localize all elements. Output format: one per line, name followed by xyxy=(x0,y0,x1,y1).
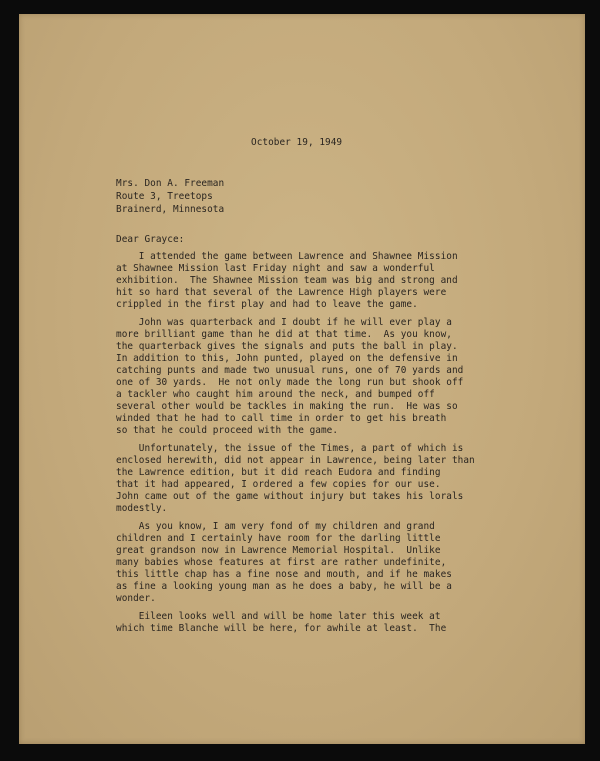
paragraph-5-line: which time Blanche will be here, for awhile at least. The xyxy=(116,623,447,634)
letter-date: October 19, 1949 xyxy=(251,137,343,148)
paragraph-2-line: several other would be tackles in making the run. He was so xyxy=(116,401,458,412)
paragraph-4-line: As you know, I am very fond of my children and grand xyxy=(116,521,435,532)
paragraph-4-line: children and I certainly have room for the darling little xyxy=(116,533,441,544)
paragraph-4-line: this little chap has a fine nose and mouth, and if he makes xyxy=(116,569,452,580)
paragraph-3-line: modestly. xyxy=(116,503,168,514)
recipient-city: Brainerd, Minnesota xyxy=(116,204,225,215)
paragraph-4-line: great grandson now in Lawrence Memorial Hospital. Unlike xyxy=(116,545,441,556)
paragraph-4-line: wonder. xyxy=(116,593,156,604)
paragraph-1-line: I attended the game between Lawrence and Shawnee Mission xyxy=(116,251,458,262)
paragraph-2-line: In addition to this, John punted, played on the defensive in xyxy=(116,353,458,364)
paragraph-1-line: hit so hard that several of the Lawrence High players were xyxy=(116,287,447,298)
paragraph-2-line: winded that he had to call time in order to get his breath xyxy=(116,413,447,424)
paragraph-3-line: John came out of the game without injury but takes his lorals xyxy=(116,491,464,502)
paragraph-1-line: at Shawnee Mission last Friday night and saw a wonderful xyxy=(116,263,435,274)
paragraph-2-line: one of 30 yards. He not only made the long run but shook off xyxy=(116,377,464,388)
paragraph-2-line: the quarterback gives the signals and puts the ball in play. xyxy=(116,341,458,352)
paragraph-5-line: Eileen looks well and will be home later this week at xyxy=(116,611,441,622)
paragraph-4-line: as fine a looking young man as he does a baby, he will be a xyxy=(116,581,452,592)
paragraph-3-line: enclosed herewith, did not appear in Lawrence, being later than xyxy=(116,455,475,466)
paragraph-2-line: John was quarterback and I doubt if he will ever play a xyxy=(116,317,452,328)
paragraph-2-line: catching punts and made two unusual runs, one of 70 yards and xyxy=(116,365,464,376)
letter-page xyxy=(19,14,585,744)
salutation: Dear Grayce: xyxy=(116,234,185,245)
paragraph-1-line: crippled in the first play and had to leave the game. xyxy=(116,299,418,310)
paragraph-3-line: Unfortunately, the issue of the Times, a part of which is xyxy=(116,443,464,454)
paragraph-3-line: the Lawrence edition, but it did reach Eudora and finding xyxy=(116,467,441,478)
paragraph-3-line: that it had appeared, I ordered a few copies for our use. xyxy=(116,479,441,490)
paragraph-2-line: more brilliant game than he did at that time. As you know, xyxy=(116,329,452,340)
paragraph-4-line: many babies whose features at first are rather undefinite, xyxy=(116,557,447,568)
recipient-street: Route 3, Treetops xyxy=(116,191,213,202)
recipient-name: Mrs. Don A. Freeman xyxy=(116,178,225,189)
paragraph-2-line: so that he could proceed with the game. xyxy=(116,425,339,436)
paragraph-1-line: exhibition. The Shawnee Mission team was big and strong and xyxy=(116,275,458,286)
paragraph-2-line: a tackler who caught him around the neck, and bumped off xyxy=(116,389,435,400)
